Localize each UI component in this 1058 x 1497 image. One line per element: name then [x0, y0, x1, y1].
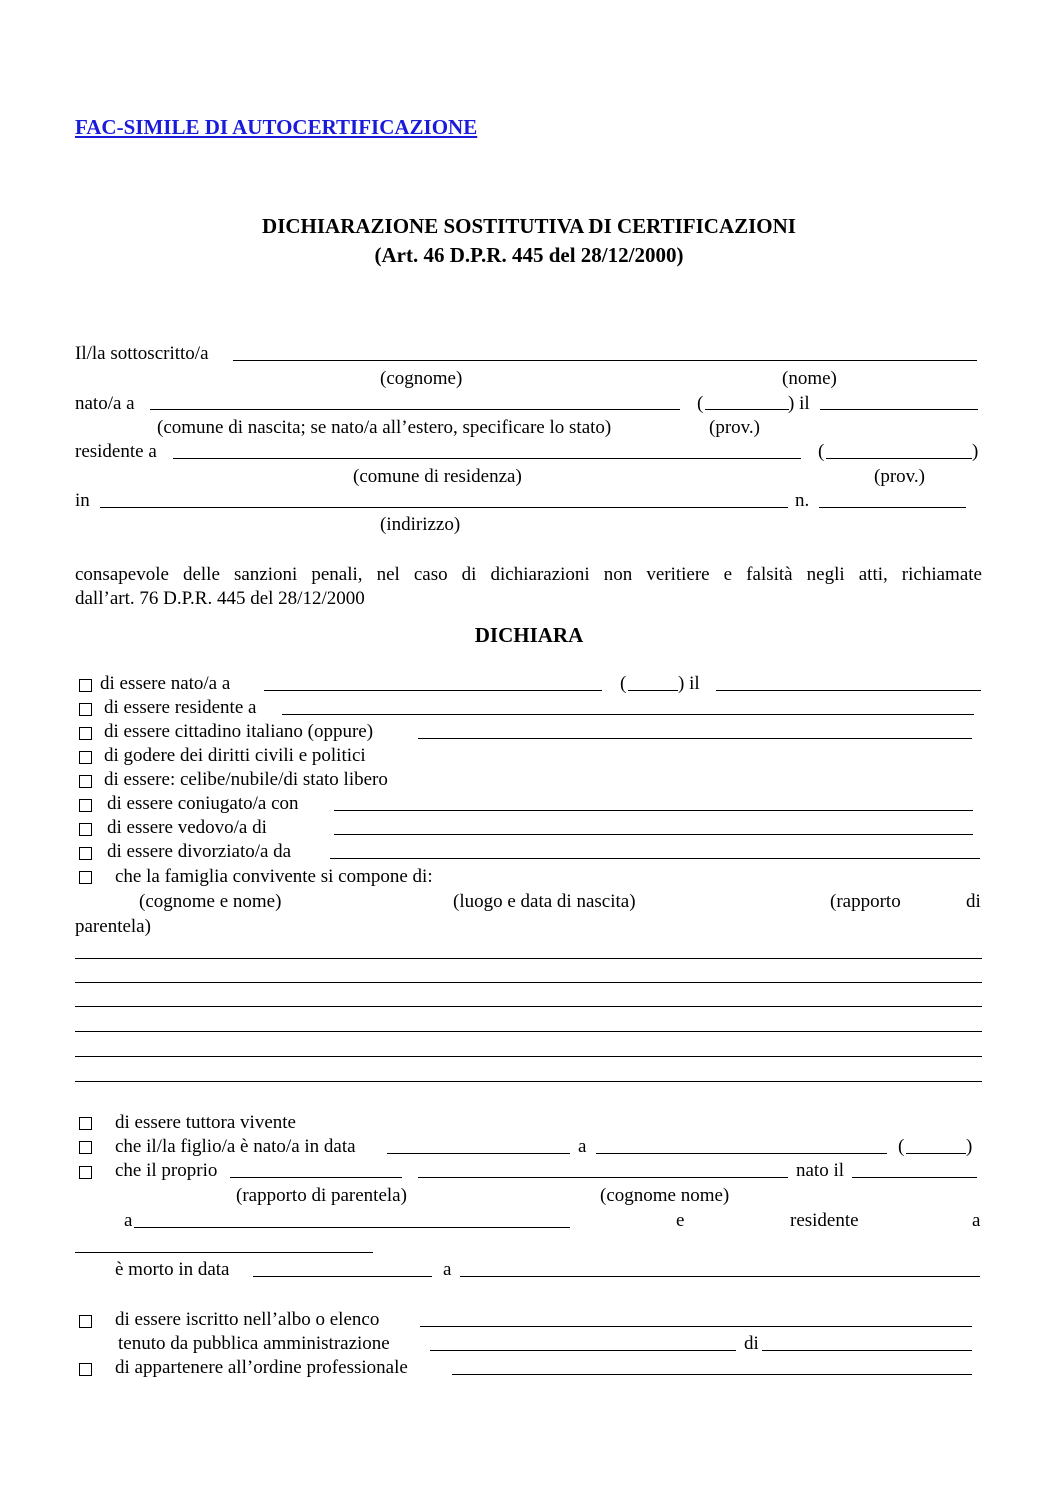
checkbox-figlio[interactable]: [79, 1141, 92, 1154]
prov-open-2: (: [818, 441, 825, 462]
consapevole-line-1: consapevole delle sanzioni penali, nel caso di dichiarazioni non veritiere e falsità negli atti, richiamate: [75, 564, 982, 585]
cognome-nome-label: (cognome nome): [600, 1185, 730, 1206]
prov-close-2: ): [972, 441, 979, 462]
checkbox-famiglia[interactable]: [79, 871, 92, 884]
item-nato-data-field[interactable]: [716, 690, 981, 691]
item-tenuto: tenuto da pubblica amministrazione: [118, 1333, 390, 1354]
item-proprio-nome-field[interactable]: [418, 1177, 788, 1178]
item-proprio-a-end: a: [972, 1210, 981, 1231]
checkbox-ordine[interactable]: [79, 1363, 92, 1376]
item-nato: di essere nato/a a: [100, 673, 231, 694]
family-row-line[interactable]: [75, 1031, 982, 1032]
dichiara-heading: DICHIARA: [474, 623, 584, 647]
family-col-di: di: [966, 891, 981, 912]
comune-nascita-field[interactable]: [150, 409, 680, 410]
family-col-rapporto: (rapporto: [830, 891, 901, 912]
item-residente: di essere residente a: [104, 697, 257, 718]
item-morto: è morto in data: [115, 1259, 230, 1280]
checkbox-residente[interactable]: [79, 703, 92, 716]
item-famiglia: che la famiglia convivente si compone di:: [115, 866, 433, 887]
sottoscritto-label: Il/la sottoscritto/a: [75, 343, 209, 364]
item-cittadino-field[interactable]: [418, 738, 972, 739]
checkbox-albo[interactable]: [79, 1315, 92, 1328]
item-coniugato-field[interactable]: [334, 810, 973, 811]
item-residente-field[interactable]: [282, 714, 974, 715]
prov-label-2: (prov.): [874, 466, 925, 487]
item-morto-data-field[interactable]: [253, 1276, 432, 1277]
item-morto-luogo-field[interactable]: [460, 1276, 980, 1277]
family-col-luogo-data: (luogo e data di nascita): [453, 891, 636, 912]
item-nato-il: ) il: [678, 673, 700, 694]
family-row-line[interactable]: [75, 1056, 982, 1057]
family-row-line[interactable]: [75, 958, 982, 959]
item-figlio-paren-open: (: [898, 1136, 905, 1157]
checkbox-nato[interactable]: [79, 679, 92, 692]
sottoscritto-field[interactable]: [233, 360, 977, 361]
indirizzo-field[interactable]: [100, 507, 788, 508]
comune-residenza-field[interactable]: [173, 458, 801, 459]
prov-residenza-field[interactable]: [826, 458, 972, 459]
numero-field[interactable]: [819, 507, 966, 508]
title-line-1: DICHIARAZIONE SOSTITUTIVA DI CERTIFICAZIONI: [262, 214, 796, 238]
item-proprio-luogo-field[interactable]: [134, 1227, 570, 1228]
item-albo: di essere iscritto nell’albo o elenco: [115, 1309, 380, 1330]
item-vivente: di essere tuttora vivente: [115, 1112, 296, 1133]
item-proprio-a: a: [124, 1210, 133, 1231]
in-label: in: [75, 490, 90, 511]
item-tenuto-di-field[interactable]: [762, 1350, 972, 1351]
checkbox-proprio[interactable]: [79, 1166, 92, 1179]
family-row-line[interactable]: [75, 1006, 982, 1007]
item-tenuto-field[interactable]: [430, 1350, 736, 1351]
item-vedovo: di essere vedovo/a di: [107, 817, 267, 838]
il-label-1: ) il: [788, 393, 810, 414]
item-proprio-rapporto-field[interactable]: [230, 1177, 402, 1178]
item-figlio: che il/la figlio/a è nato/a in data: [115, 1136, 356, 1157]
item-figlio-prov-field[interactable]: [906, 1153, 966, 1154]
item-figlio-paren-close: ): [966, 1136, 973, 1157]
nome-label: (nome): [782, 368, 837, 389]
cognome-label: (cognome): [380, 368, 463, 389]
item-nato-prov-field[interactable]: [628, 690, 678, 691]
item-nato-field[interactable]: [264, 690, 602, 691]
checkbox-divorziato[interactable]: [79, 847, 92, 860]
facsimile-link[interactable]: FAC-SIMILE DI AUTOCERTIFICAZIONE: [75, 115, 478, 139]
title-line-2: (Art. 46 D.P.R. 445 del 28/12/2000): [374, 243, 684, 267]
item-morto-a: a: [443, 1259, 452, 1280]
rapporto-parentela-label: (rapporto di parentela): [236, 1185, 407, 1206]
item-coniugato: di essere coniugato/a con: [107, 793, 299, 814]
prov-label-1: (prov.): [709, 417, 760, 438]
family-col-cognome-nome: (cognome e nome): [139, 891, 282, 912]
item-diritti: di godere dei diritti civili e politici: [104, 745, 366, 766]
numero-label: n.: [795, 490, 810, 511]
item-divorziato-field[interactable]: [330, 858, 980, 859]
item-ordine: di appartenere all’ordine professionale: [115, 1357, 408, 1378]
item-proprio-nato-il: nato il: [796, 1160, 845, 1181]
family-col-parentela: parentela): [75, 916, 151, 937]
item-proprio: che il proprio: [115, 1160, 218, 1181]
item-proprio-residente: residente: [790, 1210, 859, 1231]
item-proprio-data-field[interactable]: [852, 1177, 977, 1178]
consapevole-line-2: dall’art. 76 D.P.R. 445 del 28/12/2000: [75, 588, 365, 609]
checkbox-coniugato[interactable]: [79, 799, 92, 812]
item-tenuto-di: di: [744, 1333, 759, 1354]
item-figlio-data-field[interactable]: [387, 1153, 570, 1154]
prov-open-1: (: [697, 393, 704, 414]
checkbox-vivente[interactable]: [79, 1117, 92, 1130]
comune-residenza-label: (comune di residenza): [353, 466, 522, 487]
nato-a-label: nato/a a: [75, 393, 135, 414]
residente-a-label: residente a: [75, 441, 157, 462]
item-cittadino: di essere cittadino italiano (oppure): [104, 721, 374, 742]
prov-nascita-field[interactable]: [705, 409, 789, 410]
item-ordine-field[interactable]: [452, 1374, 972, 1375]
checkbox-cittadino[interactable]: [79, 727, 92, 740]
item-celibe: di essere: celibe/nubile/di stato libero: [104, 769, 388, 790]
item-vedovo-field[interactable]: [334, 834, 973, 835]
item-albo-field[interactable]: [420, 1326, 972, 1327]
indirizzo-label: (indirizzo): [380, 514, 461, 535]
checkbox-celibe[interactable]: [79, 775, 92, 788]
comune-nascita-label: (comune di nascita; se nato/a all’estero, specificare lo stato): [157, 417, 612, 438]
item-nato-paren: (: [620, 673, 627, 694]
item-figlio-a: a: [578, 1136, 587, 1157]
item-figlio-luogo-field[interactable]: [596, 1153, 887, 1154]
item-proprio-e: e: [676, 1210, 685, 1231]
item-divorziato: di essere divorziato/a da: [107, 841, 292, 862]
checkbox-vedovo[interactable]: [79, 823, 92, 836]
checkbox-diritti[interactable]: [79, 751, 92, 764]
family-row-line[interactable]: [75, 982, 982, 983]
item-proprio-residenza-field[interactable]: [75, 1252, 373, 1253]
data-nascita-field[interactable]: [820, 409, 978, 410]
family-row-line[interactable]: [75, 1081, 982, 1082]
